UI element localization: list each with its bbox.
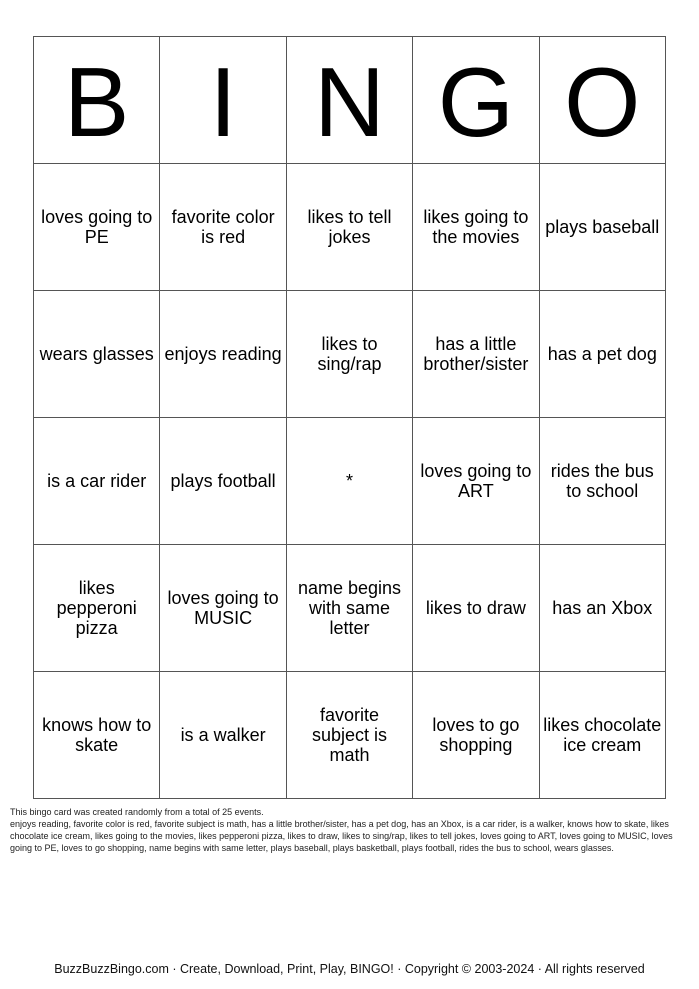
bingo-cell: knows how to skate <box>34 672 160 799</box>
bingo-cell: favorite color is red <box>160 164 286 291</box>
header-letter: N <box>314 47 385 157</box>
bingo-cell: enjoys reading <box>160 291 286 418</box>
card-info <box>10 806 690 854</box>
bingo-card <box>33 36 666 799</box>
bingo-cell: is a car rider <box>34 418 160 545</box>
bingo-cell: wears glasses <box>34 291 160 418</box>
card-info-events: enjoys reading, favorite color is red, favorite subject is math, has a little brother/sister, has a pet dog, has an Xbox, is a car rider, is a walker, knows how to skate, likes chocolate ice cream, likes going to the movies, likes pepperoni pizza, likes to draw, likes to sing/rap, likes to tell jokes, loves going to ART, loves going to MUSIC, loves going to PE, loves to go shopping, name begins with same letter, plays baseball, plays basketball, plays football, rides the bus to school, wears glasses. <box>10 819 673 853</box>
header-letter: G <box>437 47 514 157</box>
bingo-cell: likes going to the movies <box>413 164 539 291</box>
bingo-cell: likes to draw <box>413 545 539 672</box>
bingo-cell: is a walker <box>160 672 286 799</box>
bingo-cell: has a pet dog <box>539 291 665 418</box>
bingo-row <box>34 418 666 545</box>
header-letter: I <box>209 47 237 157</box>
bingo-cell: has an Xbox <box>539 545 665 672</box>
bingo-row <box>34 164 666 291</box>
bingo-cell: rides the bus to school <box>539 418 665 545</box>
bingo-cell: has a little brother/sister <box>413 291 539 418</box>
card-info-intro: This bingo card was created randomly from a total of 25 events. <box>10 807 264 817</box>
bingo-row <box>34 291 666 418</box>
bingo-cell: favorite subject is math <box>286 672 412 799</box>
bingo-cell: likes to tell jokes <box>286 164 412 291</box>
bingo-cell: likes to sing/rap <box>286 291 412 418</box>
header-cell-g <box>413 37 539 164</box>
bingo-cell: loves to go shopping <box>413 672 539 799</box>
bingo-cell: plays baseball <box>539 164 665 291</box>
header-cell-n <box>286 37 412 164</box>
header-cell-b <box>34 37 160 164</box>
bingo-row <box>34 545 666 672</box>
bingo-cell: likes pepperoni pizza <box>34 545 160 672</box>
bingo-cell: loves going to ART <box>413 418 539 545</box>
bingo-cell: plays football <box>160 418 286 545</box>
free-space-cell: * <box>286 418 412 545</box>
bingo-header-row <box>34 37 666 164</box>
bingo-cell: loves going to MUSIC <box>160 545 286 672</box>
header-cell-i <box>160 37 286 164</box>
header-letter: B <box>64 47 130 157</box>
header-cell-o <box>539 37 665 164</box>
bingo-cell: loves going to PE <box>34 164 160 291</box>
bingo-row <box>34 672 666 799</box>
page-footer: BuzzBuzzBingo.com · Create, Download, Print, Play, BINGO! · Copyright © 2003-2024 · All rights reserved <box>54 962 645 976</box>
bingo-cell: likes chocolate ice cream <box>539 672 665 799</box>
bingo-cell: name begins with same letter <box>286 545 412 672</box>
header-letter: O <box>564 47 641 157</box>
